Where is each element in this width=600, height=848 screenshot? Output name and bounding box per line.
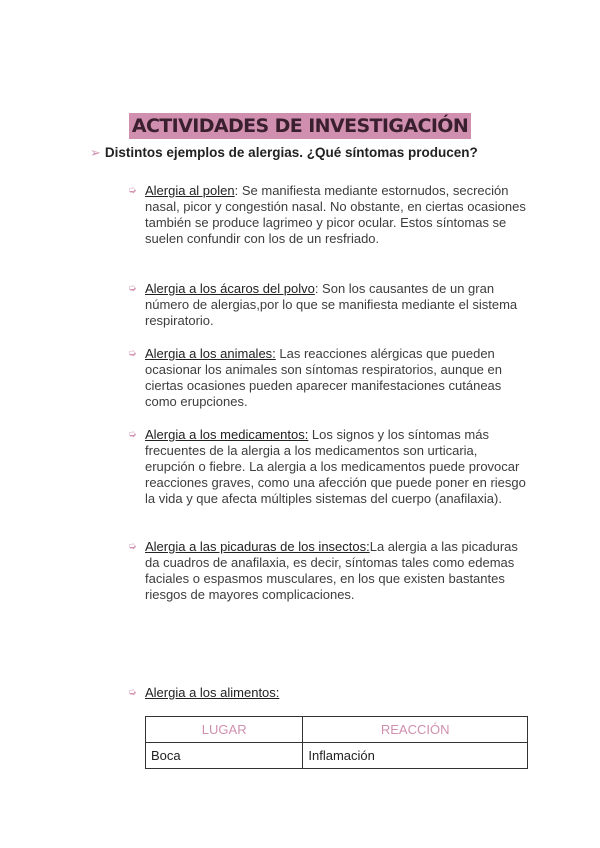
- column-header-reaction: REACCIÓN: [303, 717, 528, 743]
- item-heading: Alergia al polen: [145, 183, 235, 198]
- item-heading: Alergia a los alimentos:: [145, 685, 280, 700]
- section-subtitle: [90, 145, 570, 161]
- allergy-item-insects: [128, 539, 528, 603]
- allergy-item-animals: [128, 346, 528, 410]
- item-body: : Se manifiesta mediante estornudos, secreción nasal, picor y congestión nasal. No obstante, en ciertas ocasiones también se produce lagrimeo y picor ocular. Estos síntomas se suelen confundir con los de un resfriado.: [145, 183, 526, 246]
- arrow-bullet-icon: ➭: [128, 429, 137, 440]
- item-heading: Alergia a los medicamentos:: [145, 427, 309, 442]
- item-heading: Alergia a los animales:: [145, 346, 276, 361]
- item-body: Las reacciones alérgicas que pueden ocasionar los animales son síntomas respiratorios, aunque en ciertas ocasiones pueden aparecer manifestaciones cutáneas como erupciones.: [145, 346, 502, 409]
- table-cell-reaction: Inflamación: [303, 743, 528, 769]
- table-row: [146, 743, 528, 769]
- arrow-bullet-icon: ➭: [128, 283, 137, 294]
- table-cell-place: Boca: [146, 743, 303, 769]
- arrow-bullet-icon: ➭: [128, 541, 137, 552]
- item-heading: Alergia a las picaduras de los insectos:: [145, 539, 370, 554]
- food-allergy-table: [145, 716, 528, 769]
- allergy-item-pollen: [128, 183, 528, 247]
- item-body: La alergia a las picaduras da cuadros de anafilaxia, es decir, síntomas tales como edemas faciales o espasmos musculares, en los que existen bastantes riesgos de mayores complicaciones.: [145, 539, 518, 602]
- allergy-item-dust-mites: [128, 281, 528, 329]
- arrow-bullet-icon: ➭: [128, 185, 137, 196]
- table-header-row: [146, 717, 528, 743]
- allergy-item-food: [128, 685, 528, 701]
- arrow-bullet-icon: ➭: [128, 687, 137, 698]
- item-body: : Son los causantes de un gran número de alergias,por lo que se manifiesta mediante el sistema respiratorio.: [145, 281, 518, 328]
- arrow-bullet-icon: ➭: [128, 348, 137, 359]
- arrow-bullet-icon: ➢: [90, 145, 101, 160]
- allergy-item-medications: [128, 427, 528, 507]
- item-body: Los signos y los síntomas más frecuentes de la alergia a los medicamentos son urticaria, erupción o fiebre. La alergia a los medicamentos puede provocar reacciones graves, como una afección que puede poner en riesgo la vida y que afecta múltiples sistemas del cuerpo (anafilaxia).: [145, 427, 526, 506]
- item-heading: Alergia a los ácaros del polvo: [145, 281, 315, 296]
- page-title: ACTIVIDADES DE INVESTIGACIÓN: [129, 113, 471, 139]
- column-header-place: LUGAR: [146, 717, 303, 743]
- subtitle-text: Distintos ejemplos de alergias. ¿Qué síntomas producen?: [104, 145, 478, 160]
